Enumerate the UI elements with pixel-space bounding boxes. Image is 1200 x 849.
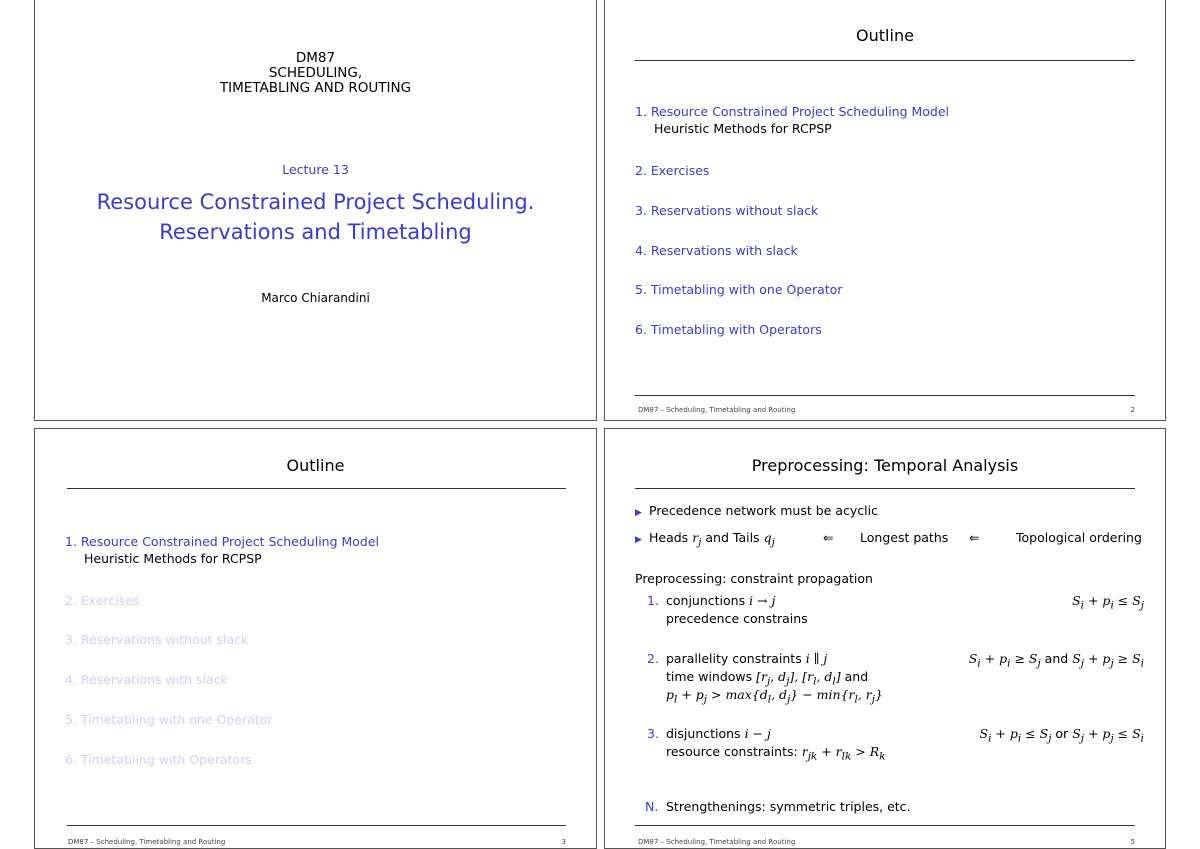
- item-n-number: N.: [645, 799, 659, 814]
- page-number: 5: [1130, 838, 1135, 846]
- toc-subitem: Heuristic Methods for RCPSP: [654, 121, 832, 136]
- item-2-sub1: time windows [$r_j$, $d_j$], [$r_l$, $d_l$] and: [666, 669, 869, 688]
- footer-rule: [67, 825, 566, 826]
- slide-outline-3: [34, 428, 597, 849]
- slide-heading: Outline: [856, 26, 914, 45]
- slide-heading: Preprocessing: Temporal Analysis: [751, 456, 1019, 475]
- lecture-title-line-2: Reservations and Timetabling: [159, 220, 472, 244]
- toc-item-1: 1. Resource Constrained Project Scheduling Model: [635, 104, 950, 119]
- bullet-acyclic: ▶ Precedence network must be acyclic: [635, 503, 878, 518]
- lecture-title: [35, 187, 596, 247]
- page-number: 2: [1130, 406, 1135, 414]
- preprocessing-label: Preprocessing: constraint propagation: [635, 571, 873, 586]
- item-2-sub2: $p_l + p_j > \max\{d_l$, $d_j\} - \min\{r_l$, $r_j$}: [666, 687, 883, 706]
- toc-item-6: 6. Timetabling with Operators: [65, 752, 252, 767]
- arrow-left-icon: ⇐: [969, 530, 980, 545]
- toc-item-2: 2. Exercises: [635, 163, 710, 178]
- footer-rule: [635, 395, 1135, 396]
- topological-ordering: Topological ordering: [1016, 530, 1142, 545]
- footer-text: DM87 – Scheduling, Timetabling and Routing: [638, 406, 796, 414]
- toc-subitem: Heuristic Methods for RCPSP: [84, 551, 262, 566]
- slide-heading: Outline: [286, 456, 345, 475]
- item-n-text: Strengthenings: symmetric triples, etc.: [666, 799, 911, 814]
- heading-rule: [635, 60, 1135, 61]
- footer-rule: [635, 825, 1135, 826]
- longest-paths: Longest paths: [860, 530, 949, 545]
- lecture-title-line-1: Resource Constrained Project Scheduling.: [96, 190, 535, 214]
- bullet-triangle-icon: ▶: [635, 508, 642, 518]
- toc-item-3: 3. Reservations without slack: [635, 203, 819, 218]
- course-line-2: TIMETABLING AND ROUTING: [219, 80, 412, 96]
- course-line-1: SCHEDULING,: [268, 65, 363, 81]
- item-2-formula: $S_i + p_i \ge S_j$ and $S_j + p_j \ge S_i$: [968, 651, 1144, 670]
- toc-item-1: 1. Resource Constrained Project Scheduling Model: [65, 534, 380, 549]
- bullet-heads-tails: ▶ Heads $r_j$ and Tails $q_j$: [635, 530, 775, 549]
- footer-text: DM87 – Scheduling, Timetabling and Routing: [68, 838, 226, 846]
- item-3-text: disjunctions i − j: [666, 726, 771, 741]
- item-3-sub: resource constraints: $r_{jk} + r_{lk} > R_k$: [666, 744, 886, 763]
- footer-text: DM87 – Scheduling, Timetabling and Routing: [638, 838, 796, 846]
- slide-outline-2: [604, 0, 1166, 421]
- arrow-left-icon: ⇐: [823, 530, 834, 545]
- course-code: DM87: [295, 50, 336, 66]
- item-1-text: conjunctions i → j: [666, 593, 776, 608]
- lecture-number: Lecture 13: [282, 162, 349, 177]
- item-1-sub: precedence constrains: [666, 611, 808, 626]
- bullet-triangle-icon: ▶: [635, 535, 642, 545]
- toc-item-4: 4. Reservations with slack: [65, 672, 228, 687]
- toc-item-5: 5. Timetabling with one Operator: [635, 282, 843, 297]
- slide-title: [34, 0, 597, 421]
- slide-preprocessing: [604, 428, 1166, 849]
- item-2-number: 2.: [647, 651, 659, 666]
- author: Marco Chiarandini: [261, 291, 370, 305]
- toc-item-5: 5. Timetabling with one Operator: [65, 712, 273, 727]
- item-2-text: parallelity constraints i ∥ j: [666, 651, 828, 666]
- item-1-formula: $S_i + p_i \le S_j$: [1072, 593, 1144, 612]
- item-3-formula: $S_i + p_i \le S_j$ or $S_j + p_j \le S_i$: [979, 726, 1144, 745]
- toc-item-6: 6. Timetabling with Operators: [635, 322, 822, 337]
- heading-rule: [635, 488, 1135, 489]
- page-number: 3: [561, 838, 566, 846]
- heading-rule: [67, 488, 566, 489]
- course-title: [35, 51, 596, 96]
- toc-item-2: 2. Exercises: [65, 593, 140, 608]
- item-1-number: 1.: [647, 593, 659, 608]
- item-3-number: 3.: [647, 726, 659, 741]
- toc-item-3: 3. Reservations without slack: [65, 632, 249, 647]
- toc-item-4: 4. Reservations with slack: [635, 243, 798, 258]
